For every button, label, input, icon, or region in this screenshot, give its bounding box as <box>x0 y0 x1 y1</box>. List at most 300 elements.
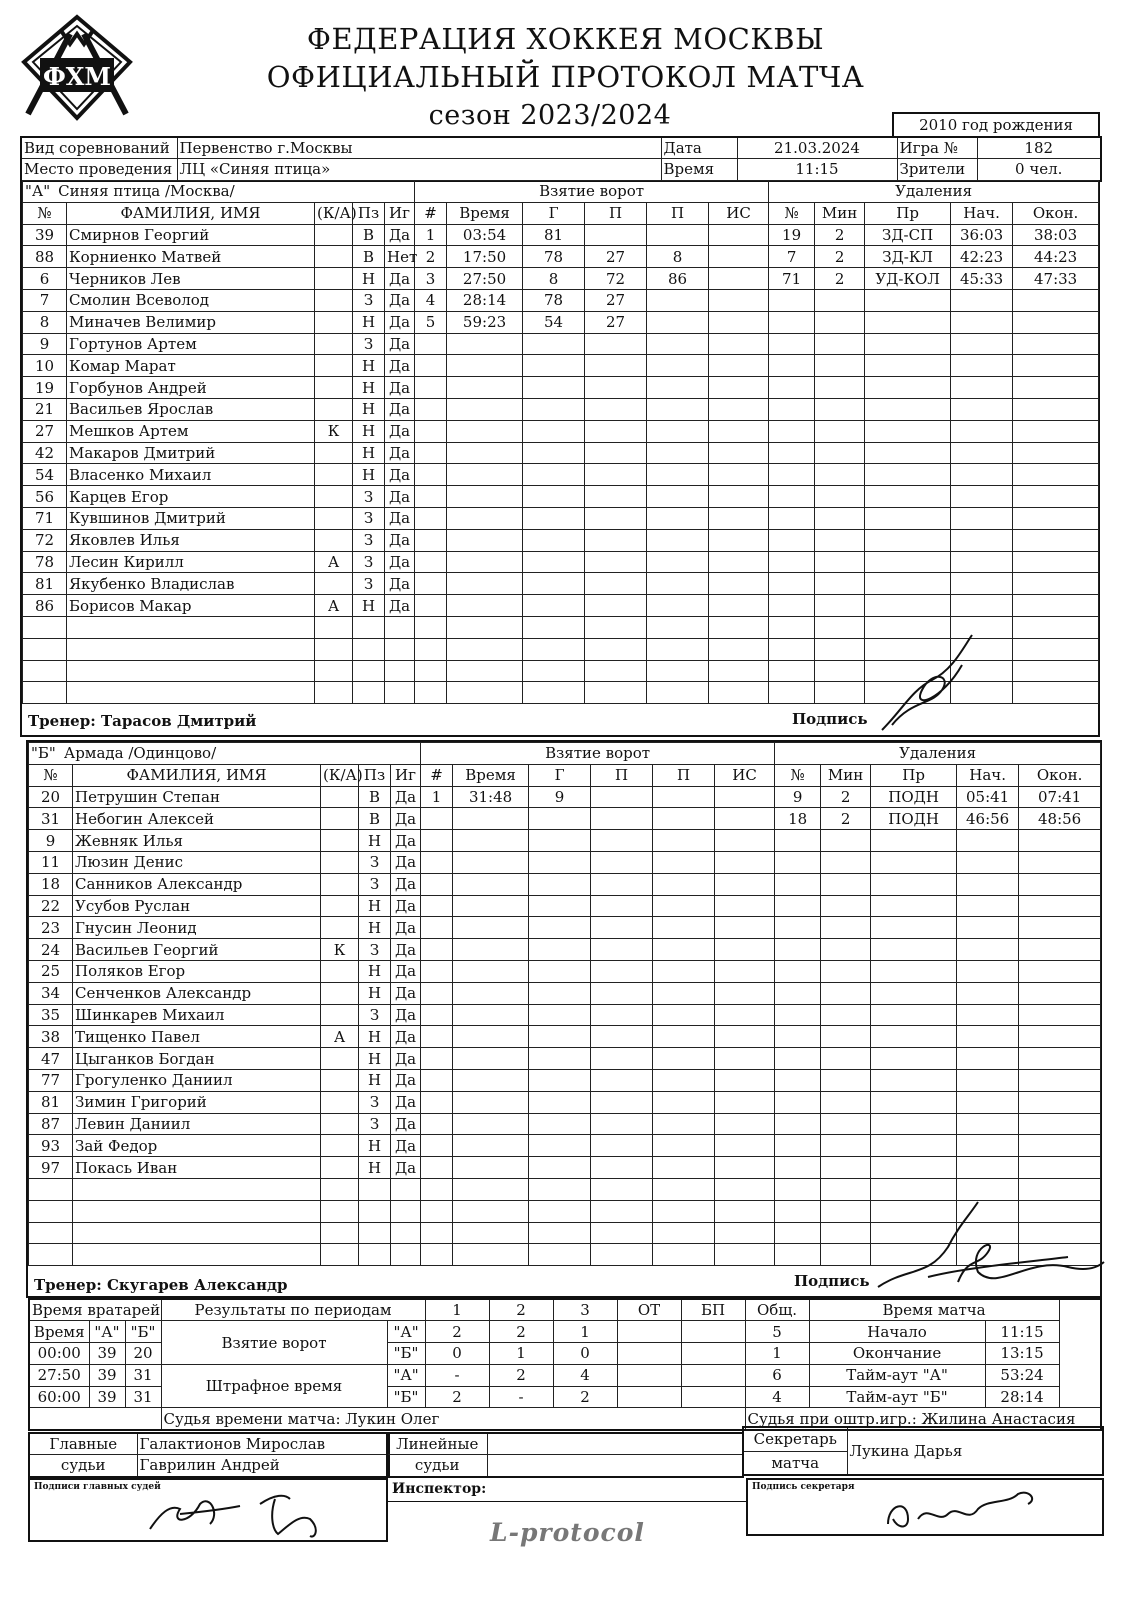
penalty-start: 42:23 <box>951 246 1013 268</box>
player-name: Власенко Михаил <box>67 464 315 486</box>
goal-time <box>447 551 523 573</box>
penalty-reason <box>871 982 957 1004</box>
player-role <box>315 311 353 333</box>
goal-p2 <box>653 939 715 961</box>
gk-a: 39 <box>89 1364 125 1386</box>
player-plays: Да <box>391 786 421 808</box>
player-role: К <box>315 420 353 442</box>
penalty-reason <box>865 595 951 617</box>
table-row <box>29 1026 1101 1048</box>
player-role <box>321 1004 359 1026</box>
penalty-num <box>769 616 815 638</box>
pim_b-cell <box>617 1386 681 1408</box>
player-plays <box>391 1178 421 1200</box>
player-name: Покась Иван <box>73 1157 321 1179</box>
player-role <box>315 573 353 595</box>
penalty-end <box>1013 638 1099 660</box>
col-header-g: Г <box>523 202 585 224</box>
penalty-end <box>1013 442 1099 464</box>
linesmen-table <box>386 1432 744 1478</box>
goal-is <box>709 289 769 311</box>
goal-n: 2 <box>415 246 447 268</box>
penalty-start <box>957 917 1019 939</box>
player-plays <box>391 1200 421 1222</box>
player-name <box>67 638 315 660</box>
penalty-num: 9 <box>775 786 821 808</box>
goal-p1 <box>585 420 647 442</box>
goal-p2 <box>653 851 715 873</box>
team-a-signature-label: Подпись <box>792 710 868 728</box>
penalty-num: 19 <box>769 224 815 246</box>
penalty-num <box>769 355 815 377</box>
col-header-num: № <box>769 202 815 224</box>
penalty-min <box>815 616 865 638</box>
player-plays: Да <box>385 333 415 355</box>
secretary-signature-label: Подпись секретаря <box>752 1482 855 1492</box>
goal-g <box>529 873 591 895</box>
goal-p2 <box>653 1048 715 1070</box>
table-row <box>29 786 1101 808</box>
table-row <box>29 939 1101 961</box>
goal-g <box>529 939 591 961</box>
penalty-num <box>775 1244 821 1266</box>
goal-time <box>447 398 523 420</box>
goal-p2 <box>647 311 709 333</box>
goal-n <box>415 660 447 682</box>
table-row <box>23 333 1099 355</box>
player-position: В <box>359 786 391 808</box>
player-position: Н <box>353 420 385 442</box>
player-name <box>67 616 315 638</box>
goal-g <box>529 1113 591 1135</box>
penalty-min <box>815 682 865 704</box>
penalty-end <box>1019 982 1101 1004</box>
goal-g <box>523 355 585 377</box>
goal-is <box>709 377 769 399</box>
penalty-reason <box>865 355 951 377</box>
goal-p2 <box>653 808 715 830</box>
goal-g <box>529 830 591 852</box>
table-row <box>23 377 1099 399</box>
table-row <box>29 1091 1101 1113</box>
goal-g <box>529 1026 591 1048</box>
goal-p2 <box>653 1157 715 1179</box>
goal-p1 <box>591 1135 653 1157</box>
player-role: А <box>315 595 353 617</box>
col-header-p1: П <box>591 764 653 786</box>
team-b-table <box>28 742 1101 1266</box>
player-plays: Да <box>385 268 415 290</box>
goal-g: 9 <box>529 786 591 808</box>
goal-is <box>709 224 769 246</box>
penalty-end <box>1019 1048 1101 1070</box>
goal-p2 <box>647 616 709 638</box>
col-header-num: № <box>29 764 73 786</box>
penalty-start <box>957 1026 1019 1048</box>
penalty-min <box>815 595 865 617</box>
goal-p1 <box>585 638 647 660</box>
gk-b-header: "Б" <box>125 1321 161 1343</box>
penalty-end <box>1019 1135 1101 1157</box>
penalty-num <box>775 982 821 1004</box>
player-position <box>353 616 385 638</box>
player-number: 47 <box>29 1048 73 1070</box>
penalty-reason: ПОДН <box>871 786 957 808</box>
competition-label: Вид соревнований <box>21 137 177 159</box>
team-b-section <box>26 740 1102 1298</box>
goal-n <box>421 830 453 852</box>
table-row <box>29 873 1101 895</box>
player-plays: Да <box>391 873 421 895</box>
goal-is <box>709 246 769 268</box>
penalty-min <box>815 377 865 399</box>
team_a-name: Синяя птица /Москва/ <box>58 182 235 201</box>
goal-is <box>709 268 769 290</box>
penalty-start <box>957 1091 1019 1113</box>
player-plays: Да <box>385 420 415 442</box>
goal-p1 <box>585 224 647 246</box>
penalty-start <box>951 507 1013 529</box>
player-role <box>321 1178 359 1200</box>
player-number: 71 <box>23 507 67 529</box>
player-number: 35 <box>29 1004 73 1026</box>
col-header-gtime: Время <box>447 202 523 224</box>
player-number: 38 <box>29 1026 73 1048</box>
penalty-num <box>775 830 821 852</box>
goal-time: 03:54 <box>447 224 523 246</box>
goal-is <box>715 851 775 873</box>
player-position: Н <box>359 1135 391 1157</box>
penalty-min <box>815 442 865 464</box>
goal-p1 <box>591 830 653 852</box>
goal-p2 <box>647 224 709 246</box>
col-header-pos: Пз <box>353 202 385 224</box>
penalty-reason <box>865 464 951 486</box>
table-row <box>23 268 1099 290</box>
table-row <box>23 551 1099 573</box>
penalty-end <box>1013 289 1099 311</box>
coach-label: Тренер: <box>34 1276 102 1294</box>
col-header-reason: Пр <box>871 764 957 786</box>
player-name: Лесин Кирилл <box>67 551 315 573</box>
goal-time <box>447 616 523 638</box>
goal-p2 <box>653 1200 715 1222</box>
goal-g <box>529 1069 591 1091</box>
competition-value: Первенство г.Москвы <box>177 137 661 159</box>
goal-time: 31:48 <box>453 786 529 808</box>
penalty-reason <box>865 289 951 311</box>
team-a-signature <box>872 630 982 740</box>
team-a-section <box>20 180 1100 737</box>
player-plays: Да <box>385 464 415 486</box>
goal-p2 <box>653 786 715 808</box>
goal-time <box>447 377 523 399</box>
player-plays: Да <box>385 595 415 617</box>
penalty-num <box>769 551 815 573</box>
linesman-1 <box>487 1433 743 1455</box>
head-judges-signatures-drawing <box>140 1484 340 1540</box>
player-position: З <box>359 851 391 873</box>
penalty-reason <box>865 420 951 442</box>
goal-n <box>415 682 447 704</box>
head-judges-signature-label: Подписи главных судей <box>34 1482 161 1492</box>
team_b-name: Армада /Одинцово/ <box>63 744 217 763</box>
goal-p1 <box>591 917 653 939</box>
col-header-reason: Пр <box>865 202 951 224</box>
goal-is <box>715 786 775 808</box>
player-plays: Да <box>391 939 421 961</box>
player-plays <box>385 660 415 682</box>
penalty-min <box>815 486 865 508</box>
goal-time <box>447 529 523 551</box>
player-number: 6 <box>23 268 67 290</box>
player-number <box>29 1200 73 1222</box>
player-name: Петрушин Степан <box>73 786 321 808</box>
penalty-min <box>815 638 865 660</box>
table-row <box>23 442 1099 464</box>
penalty-min <box>821 873 871 895</box>
penalties-header: Удаления <box>769 181 1099 203</box>
goal-is <box>709 595 769 617</box>
penalty-reason <box>871 830 957 852</box>
goal-n <box>415 333 447 355</box>
goal-n <box>421 1244 453 1266</box>
goal-time <box>453 1091 529 1113</box>
gk-a: 39 <box>89 1343 125 1365</box>
penalty-end <box>1013 420 1099 442</box>
player-position: З <box>353 507 385 529</box>
goal-time <box>453 808 529 830</box>
goal-n <box>421 1113 453 1135</box>
table-row <box>29 1157 1101 1179</box>
goal-p1 <box>585 616 647 638</box>
goal-p2 <box>653 1113 715 1135</box>
goal-time: 59:23 <box>447 311 523 333</box>
player-plays: Да <box>385 224 415 246</box>
penalty-num <box>769 507 815 529</box>
penalty-min <box>821 895 871 917</box>
goal-g: 54 <box>523 311 585 333</box>
goal-n <box>421 1157 453 1179</box>
penalty-reason <box>865 311 951 333</box>
penalty-reason <box>871 873 957 895</box>
player-number: 81 <box>29 1091 73 1113</box>
goal-n <box>415 442 447 464</box>
goal-time <box>447 573 523 595</box>
goal-time <box>447 682 523 704</box>
penalty-num <box>775 1222 821 1244</box>
goal-n <box>415 551 447 573</box>
goal-is <box>715 1026 775 1048</box>
goal-n <box>421 1048 453 1070</box>
goal-n <box>421 1026 453 1048</box>
penalty-reason <box>871 939 957 961</box>
goal-g <box>523 507 585 529</box>
table-row <box>23 529 1099 551</box>
player-number: 54 <box>23 464 67 486</box>
penalty-reason <box>865 551 951 573</box>
penalty-end: 48:56 <box>1019 808 1101 830</box>
penalty-start: 46:56 <box>957 808 1019 830</box>
player-position <box>353 660 385 682</box>
player-role <box>315 333 353 355</box>
col-header-p1: П <box>585 202 647 224</box>
player-role <box>321 1069 359 1091</box>
penalty-reason <box>865 333 951 355</box>
penalty-start <box>951 529 1013 551</box>
player-role: А <box>315 551 353 573</box>
player-role <box>321 808 359 830</box>
penalty-num <box>769 638 815 660</box>
player-plays: Да <box>391 1091 421 1113</box>
player-role <box>315 355 353 377</box>
goal-g <box>529 1135 591 1157</box>
goal-is <box>715 895 775 917</box>
col-header-g: Г <box>529 764 591 786</box>
gk-time-header: Время <box>29 1321 89 1343</box>
team-b-label: "Б" <box>387 1343 425 1365</box>
match-time-label: Тайм-аут "Б" <box>809 1386 985 1408</box>
penalties-header: Удаления <box>775 743 1101 765</box>
goal-p1 <box>591 1026 653 1048</box>
goal-time <box>453 1069 529 1091</box>
table-row <box>29 960 1101 982</box>
goal-time <box>453 939 529 961</box>
player-role <box>315 486 353 508</box>
goal-time <box>447 638 523 660</box>
player-plays: Да <box>391 982 421 1004</box>
player-name: Люзин Денис <box>73 851 321 873</box>
col-header-p2: П <box>647 202 709 224</box>
goal-n: 3 <box>415 268 447 290</box>
player-role <box>321 873 359 895</box>
goals_b-cell <box>617 1343 681 1365</box>
player-position: З <box>359 1091 391 1113</box>
season-title: сезон 2023/2024 <box>428 100 672 131</box>
player-position: З <box>359 939 391 961</box>
penalty-min <box>821 851 871 873</box>
col-header-min: Мин <box>821 764 871 786</box>
player-role <box>315 682 353 704</box>
penalty-start <box>957 1069 1019 1091</box>
head-judge-2: Гаврилин Андрей <box>137 1455 389 1477</box>
player-plays: Да <box>385 311 415 333</box>
penalty-end <box>1019 1069 1101 1091</box>
col-header-start: Нач. <box>957 764 1019 786</box>
place-label: Место проведения <box>21 159 177 181</box>
goal-p1: 27 <box>585 246 647 268</box>
game-value: 182 <box>977 137 1101 159</box>
penalty-num <box>775 1113 821 1135</box>
penalty-num <box>775 873 821 895</box>
goal-p2 <box>647 529 709 551</box>
goal-p2: 86 <box>647 268 709 290</box>
linesmen-label-2: судьи <box>387 1455 487 1477</box>
goals_b-cell: 0 <box>425 1343 489 1365</box>
table-row <box>23 355 1099 377</box>
match-time-label: Окончание <box>809 1343 985 1365</box>
goal-g <box>529 1091 591 1113</box>
player-number <box>29 1244 73 1266</box>
penalty-start <box>957 873 1019 895</box>
goal-g <box>529 1200 591 1222</box>
player-position: Н <box>359 1157 391 1179</box>
gk-empty <box>29 1408 161 1430</box>
goal-n <box>415 420 447 442</box>
player-position: В <box>359 808 391 830</box>
player-role <box>315 398 353 420</box>
goal-time <box>453 1178 529 1200</box>
player-number <box>29 1222 73 1244</box>
table-row <box>23 595 1099 617</box>
goals_a-cell <box>681 1321 745 1343</box>
player-name: Гортунов Артем <box>67 333 315 355</box>
player-role <box>321 917 359 939</box>
gk-b: 31 <box>125 1386 161 1408</box>
player-name: Корниенко Матвей <box>67 246 315 268</box>
player-position: Н <box>359 1069 391 1091</box>
goal-g <box>523 573 585 595</box>
player-role <box>321 1200 359 1222</box>
goal-g <box>529 960 591 982</box>
goal-p1 <box>585 595 647 617</box>
penalty-end <box>1013 311 1099 333</box>
goal-g <box>529 1222 591 1244</box>
col-header-pos: Пз <box>359 764 391 786</box>
player-role <box>315 507 353 529</box>
penalty-num <box>775 1069 821 1091</box>
player-number: 31 <box>29 808 73 830</box>
col-header-num: № <box>23 202 67 224</box>
goal-p1 <box>591 1200 653 1222</box>
penalty-reason <box>865 486 951 508</box>
goal-is <box>709 551 769 573</box>
player-number: 39 <box>23 224 67 246</box>
table-row <box>23 224 1099 246</box>
penalty-num <box>775 1004 821 1026</box>
date-value: 21.03.2024 <box>737 137 897 159</box>
goal-p1: 27 <box>585 289 647 311</box>
goal-p1 <box>585 442 647 464</box>
penalty-min <box>821 1091 871 1113</box>
goal-p1 <box>591 1069 653 1091</box>
penalty-end <box>1013 616 1099 638</box>
player-plays: Нет <box>385 246 415 268</box>
player-plays: Да <box>385 442 415 464</box>
pim_a-cell: 6 <box>745 1364 809 1386</box>
col-header-name: ФАМИЛИЯ, ИМЯ <box>73 764 321 786</box>
goal-is <box>709 398 769 420</box>
spectators-label: Зрители <box>897 159 977 181</box>
penalty-reason: ПОДН <box>871 808 957 830</box>
goal-time <box>453 895 529 917</box>
goal-time <box>453 1200 529 1222</box>
goal-n <box>415 464 447 486</box>
birth-year-box: 2010 год рождения <box>892 112 1100 136</box>
player-role <box>321 982 359 1004</box>
goal-is <box>709 507 769 529</box>
goal-p1 <box>585 333 647 355</box>
goal-p2 <box>647 289 709 311</box>
penalty-reason <box>865 507 951 529</box>
pim_a-cell <box>681 1364 745 1386</box>
penalty-min <box>815 420 865 442</box>
penalty-min <box>815 311 865 333</box>
penalty-start <box>957 960 1019 982</box>
goal-is <box>709 355 769 377</box>
penalty-min: 2 <box>815 268 865 290</box>
penalty-start <box>951 464 1013 486</box>
